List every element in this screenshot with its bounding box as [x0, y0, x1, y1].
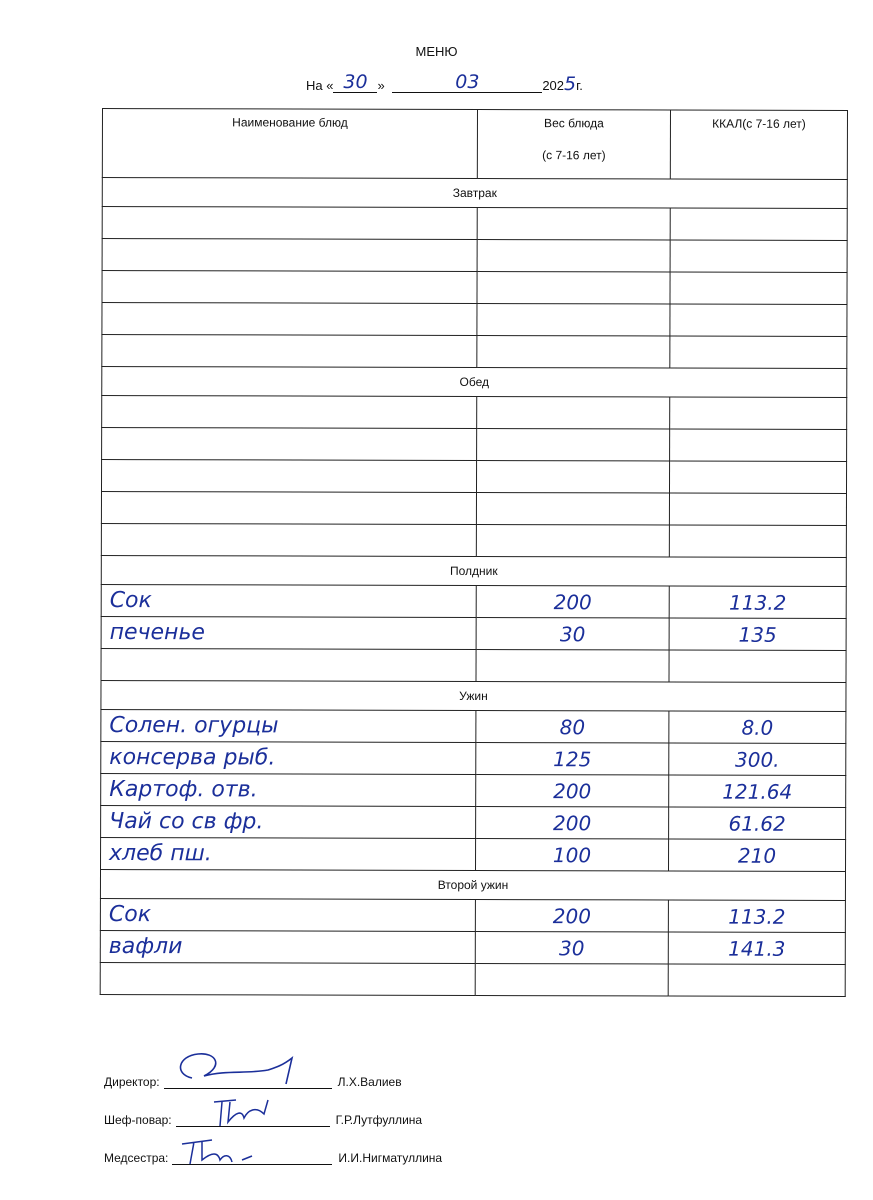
- header-weight-line2: (с 7-16 лет): [542, 148, 606, 163]
- date-day-field: [333, 71, 377, 93]
- handwritten-entry: 200: [553, 810, 592, 835]
- dish-name-cell: [101, 616, 476, 649]
- table-row: [101, 523, 846, 557]
- date-day: 30: [343, 71, 368, 93]
- table-row: [102, 428, 847, 462]
- weight-cell: [476, 774, 669, 807]
- handwritten-entry: 300.: [735, 747, 780, 772]
- handwritten-entry: 135: [738, 622, 777, 647]
- weight-cell: [476, 838, 669, 871]
- weight-cell: [477, 335, 670, 368]
- weight-cell: [476, 524, 669, 557]
- date-line: [306, 71, 583, 95]
- section-header-row: [101, 680, 846, 711]
- weight-cell: [477, 428, 670, 461]
- signature-label: Медсестра:: [104, 1151, 169, 1165]
- handwritten-entry: консерва рыб.: [109, 745, 276, 771]
- section-title: Ужин: [101, 680, 846, 711]
- dish-name-cell: [100, 930, 475, 963]
- kcal-cell: [670, 397, 847, 429]
- handwritten-entry: вафли: [108, 934, 183, 960]
- kcal-cell: [670, 240, 847, 272]
- weight-cell: [476, 806, 669, 839]
- handwritten-entry: 200: [552, 903, 592, 928]
- dish-name-cell: [102, 303, 477, 336]
- dish-name-cell: [101, 709, 476, 742]
- weight-cell: [476, 617, 669, 650]
- weight-cell: [477, 239, 670, 272]
- dish-name-cell: [102, 335, 477, 368]
- dish-name-cell: [101, 648, 476, 681]
- handwritten-entry: 80: [559, 714, 586, 739]
- dish-name-cell: [101, 773, 476, 806]
- table-row: [101, 584, 846, 618]
- table-row: [102, 335, 847, 369]
- kcal-cell: [669, 525, 846, 557]
- signature-name: Г.Р.Лутфуллина: [335, 1113, 423, 1127]
- signature-nurse: [104, 1131, 442, 1169]
- kcal-cell: [669, 775, 846, 807]
- handwritten-entry: 210: [737, 843, 777, 868]
- handwritten-entry: 200: [553, 589, 592, 614]
- dish-name-cell: [102, 271, 477, 304]
- date-sep: »: [377, 78, 385, 93]
- table-row: [102, 396, 847, 430]
- signature-name: Л.Х.Валиев: [337, 1075, 402, 1089]
- kcal-cell: [670, 208, 847, 240]
- kcal-cell: [668, 900, 845, 932]
- table-row: [101, 709, 846, 743]
- header-weight: [477, 109, 670, 179]
- handwritten-entry: 30: [559, 621, 586, 646]
- section-header-row: [102, 367, 847, 398]
- document-title: МЕНЮ: [415, 44, 458, 59]
- dish-name-cell: [100, 962, 475, 995]
- date-year-digit: 5: [564, 73, 577, 95]
- weight-cell: [477, 396, 670, 429]
- handwritten-entry: Чай со св фр.: [109, 809, 264, 835]
- table-row: [102, 271, 847, 305]
- weight-cell: [476, 649, 669, 682]
- signature-name: И.И.Нигматуллина: [338, 1151, 443, 1165]
- weight-cell: [476, 460, 669, 493]
- signature-line: [172, 1142, 332, 1165]
- handwritten-entry: 125: [553, 746, 592, 771]
- handwritten-entry: Солен. огурцы: [109, 713, 279, 739]
- handwritten-entry: хлеб пш.: [109, 841, 212, 867]
- handwritten-entry: Картоф. отв.: [109, 777, 258, 803]
- section-title: Обед: [102, 367, 847, 398]
- dish-name-cell: [101, 741, 476, 774]
- table-row: [101, 460, 846, 494]
- section-header-row: [101, 555, 846, 586]
- weight-cell: [477, 303, 670, 336]
- signature-label: Директор:: [104, 1075, 160, 1089]
- dish-name-cell: [102, 428, 477, 461]
- handwritten-entry: 8.0: [741, 715, 774, 740]
- handwritten-entry: 141.3: [728, 936, 786, 961]
- menu-table: [100, 108, 848, 997]
- kcal-cell: [670, 272, 847, 304]
- header-weight-line1: Вес блюда: [544, 116, 604, 131]
- section-title: Второй ужин: [100, 869, 845, 900]
- signature-line: [164, 1066, 332, 1089]
- weight-cell: [476, 710, 669, 743]
- dish-name-cell: [101, 584, 476, 617]
- date-month-field: [392, 71, 542, 93]
- handwritten-entry: печенье: [109, 620, 206, 646]
- dish-name-cell: [102, 396, 477, 429]
- weight-cell: [475, 931, 668, 964]
- table-row: [102, 303, 847, 337]
- section-header-row: [102, 178, 847, 209]
- header-dish-name: Наименование блюд: [102, 109, 477, 179]
- director-signature-mark: [164, 1048, 314, 1094]
- dish-name-cell: [101, 460, 476, 493]
- kcal-cell: [669, 711, 846, 743]
- kcal-cell: [668, 932, 845, 964]
- kcal-cell: [669, 461, 846, 493]
- kcal-cell: [669, 807, 846, 839]
- header-kcal: ККАЛ(с 7-16 лет): [670, 110, 847, 179]
- table-row: [101, 805, 846, 839]
- weight-cell: [475, 899, 668, 932]
- table-row: [101, 837, 846, 871]
- handwritten-entry: 121.64: [722, 779, 793, 804]
- date-prefix: На «: [306, 78, 334, 93]
- dish-name-cell: [100, 898, 475, 931]
- handwritten-entry: 113.2: [728, 904, 786, 929]
- handwritten-entry: 100: [552, 842, 592, 867]
- date-suffix: г.: [576, 78, 583, 93]
- signatures-block: [104, 1055, 442, 1169]
- handwritten-entry: Сок: [109, 588, 152, 614]
- kcal-cell: [670, 429, 847, 461]
- handwritten-entry: 61.62: [728, 811, 786, 836]
- signature-director: [104, 1055, 442, 1093]
- weight-cell: [476, 742, 669, 775]
- weight-cell: [476, 492, 669, 525]
- kcal-cell: [669, 618, 846, 650]
- dish-name-cell: [101, 523, 476, 556]
- kcal-cell: [669, 493, 846, 525]
- kcal-cell: [669, 650, 846, 682]
- table-row: [100, 962, 845, 996]
- handwritten-entry: 200: [553, 778, 592, 803]
- signature-chef: [104, 1093, 442, 1131]
- kcal-cell: [669, 743, 846, 775]
- signature-line: [176, 1104, 330, 1127]
- table-row: [101, 741, 846, 775]
- kcal-cell: [668, 964, 845, 996]
- section-title: Завтрак: [102, 178, 847, 209]
- table-row: [100, 898, 845, 932]
- table-row: [100, 930, 845, 964]
- section-header-row: [100, 869, 845, 900]
- kcal-cell: [669, 839, 846, 871]
- section-title: Полдник: [101, 555, 846, 586]
- handwritten-entry: 113.2: [729, 590, 787, 615]
- weight-cell: [477, 207, 670, 240]
- weight-cell: [476, 585, 669, 618]
- handwritten-entry: 30: [559, 935, 585, 960]
- dish-name-cell: [102, 207, 477, 240]
- table-row: [101, 492, 846, 526]
- date-year-prefix: 202: [542, 78, 565, 93]
- weight-cell: [477, 271, 670, 304]
- weight-cell: [475, 963, 668, 996]
- table-row: [101, 773, 846, 807]
- dish-name-cell: [101, 492, 476, 525]
- table-row: [101, 616, 846, 650]
- kcal-cell: [670, 304, 847, 336]
- chef-signature-mark: [176, 1092, 296, 1132]
- signature-label: Шеф-повар:: [104, 1113, 172, 1127]
- table-row: [101, 648, 846, 682]
- kcal-cell: [670, 336, 847, 368]
- date-month: 03: [455, 71, 480, 93]
- table-row: [102, 207, 847, 241]
- handwritten-entry: Сок: [108, 902, 152, 928]
- dish-name-cell: [102, 239, 477, 272]
- kcal-cell: [669, 586, 846, 618]
- table-row: [102, 239, 847, 273]
- dish-name-cell: [101, 837, 476, 870]
- table-header-row: [102, 109, 847, 180]
- dish-name-cell: [101, 805, 476, 838]
- nurse-signature-mark: [172, 1130, 282, 1170]
